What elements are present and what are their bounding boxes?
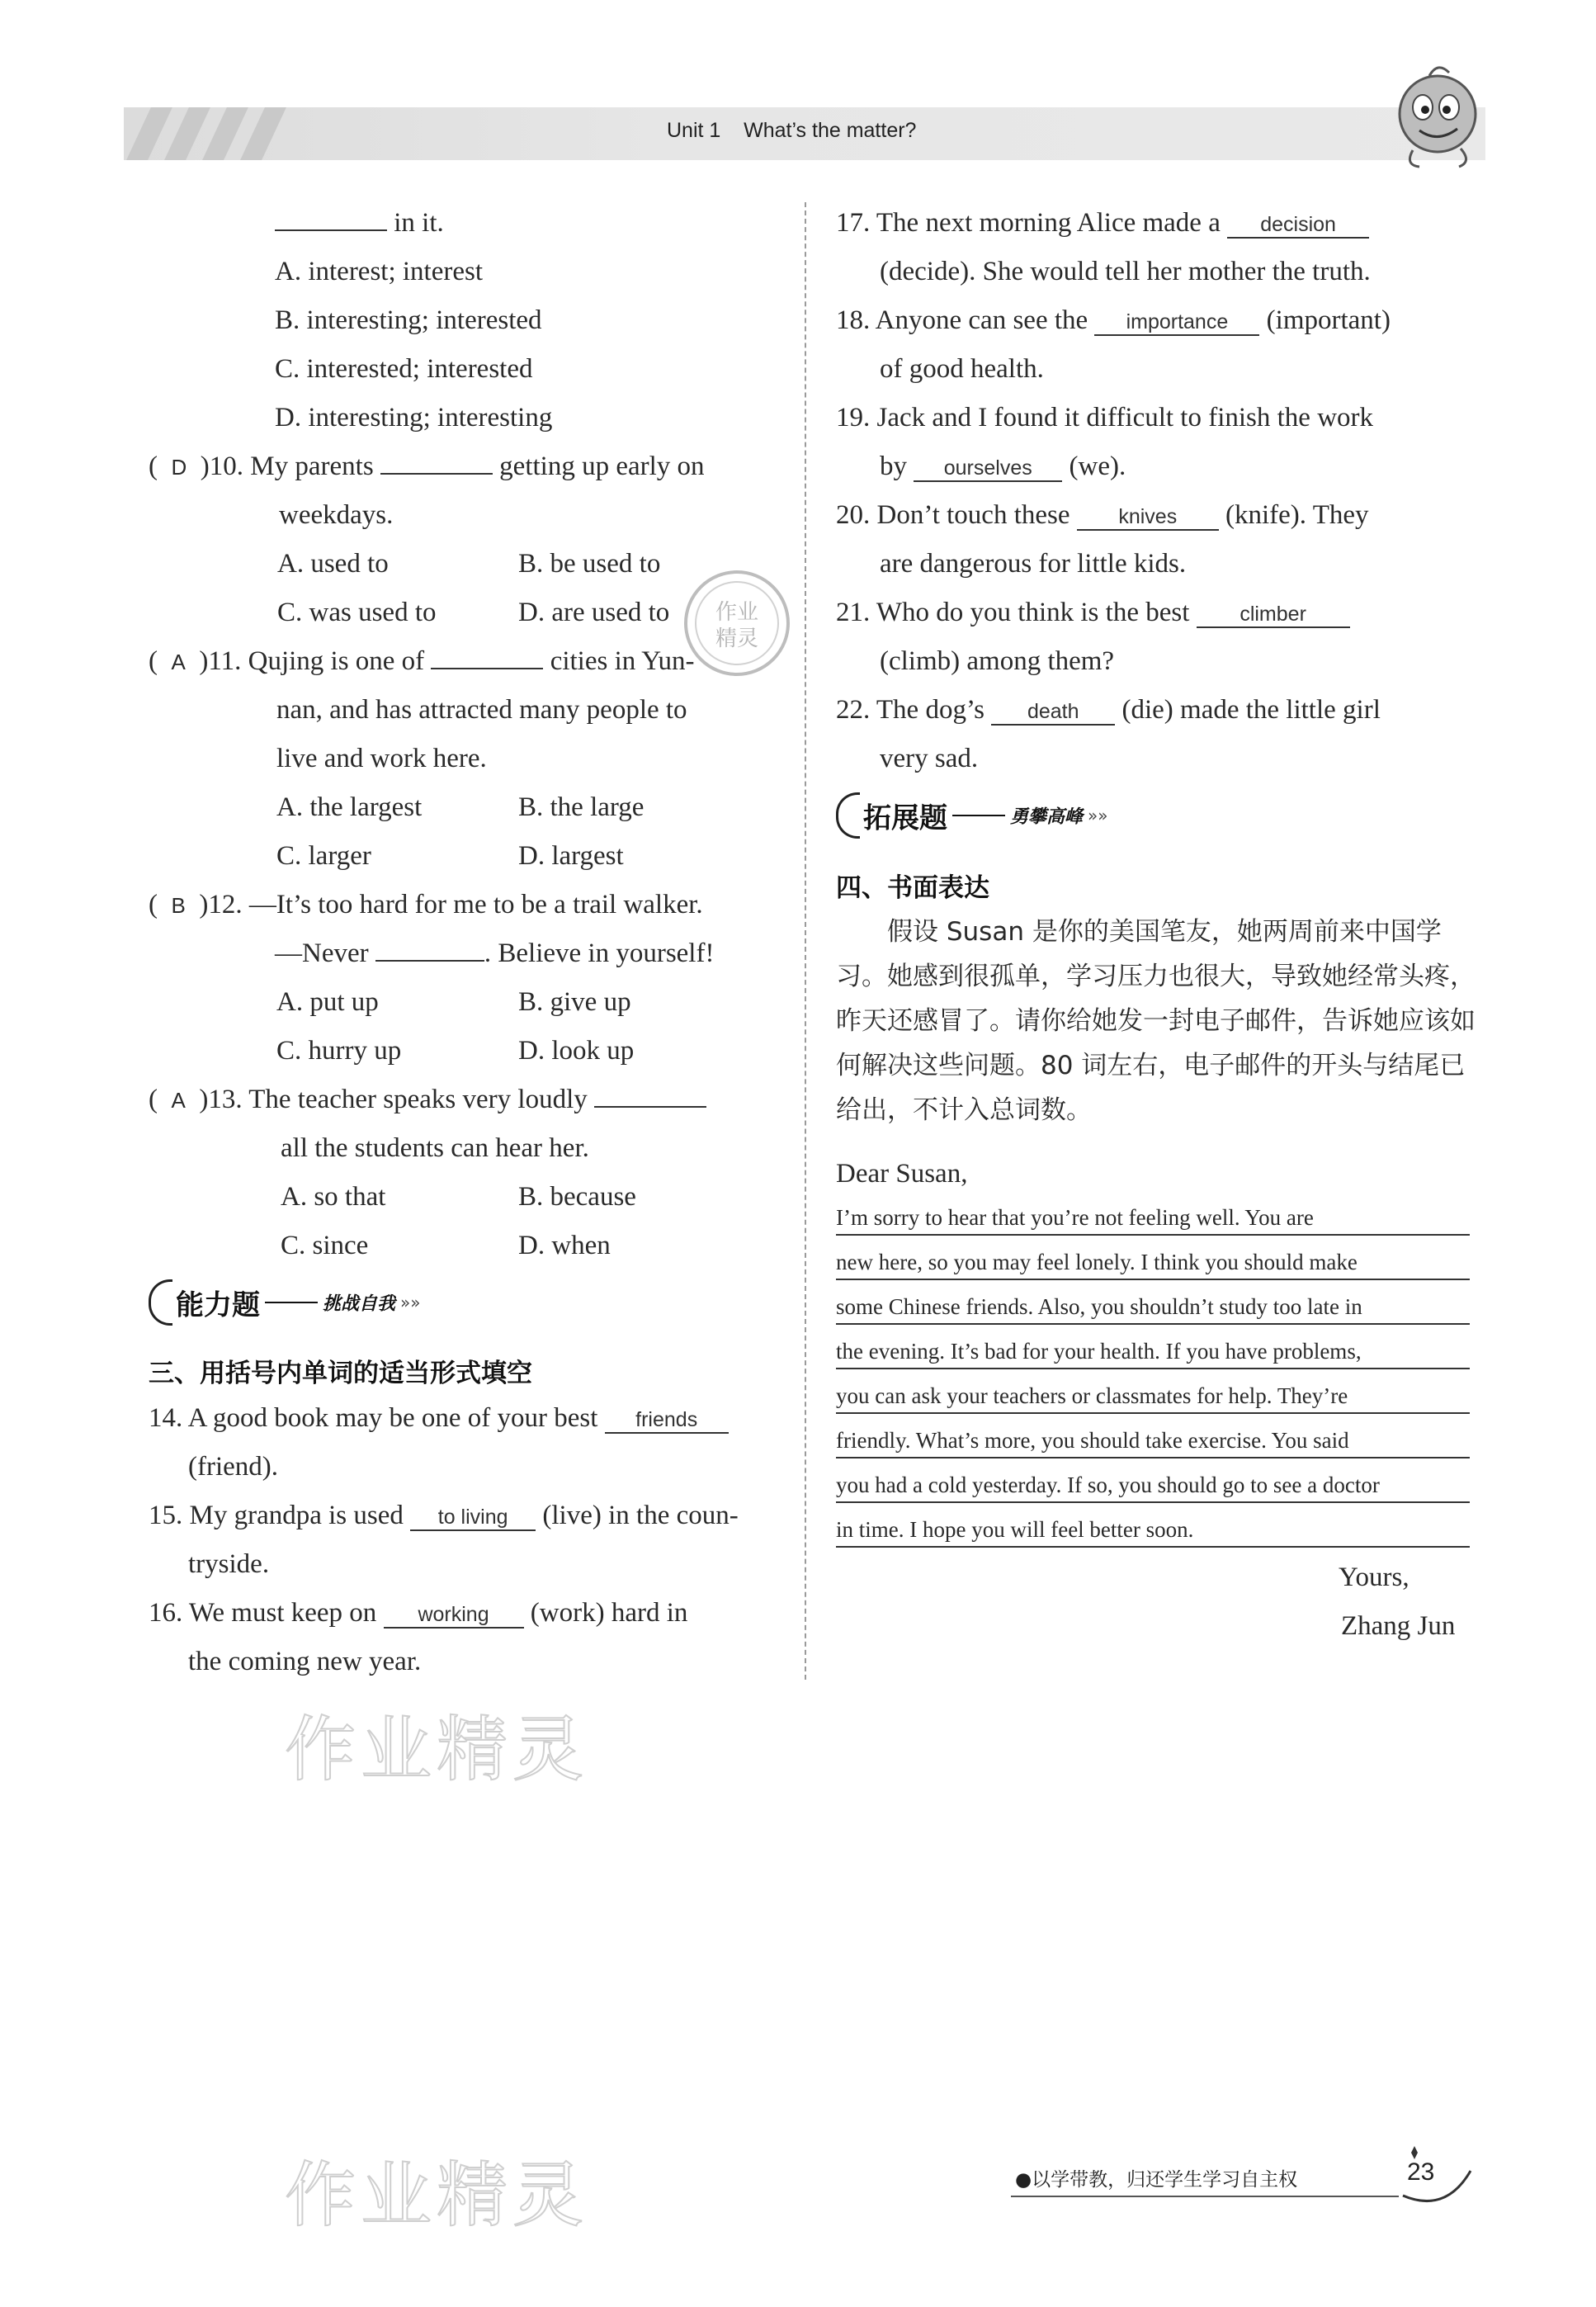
stamp-line1: 作业: [715, 600, 759, 625]
watermark: 作业精灵: [285, 2154, 588, 2237]
q10-cont: weekdays.: [279, 500, 394, 530]
q19-line2: by ourselves (we).: [880, 451, 1126, 481]
q10-option-d: D. are used to: [518, 598, 670, 627]
q10-option-a: A. used to: [277, 549, 389, 579]
q10-option-c: C. was used to: [277, 598, 437, 627]
section4-heading: 四、书面表达: [836, 873, 989, 903]
q18-answer: importance: [1094, 310, 1259, 336]
stamp-logo: [675, 561, 799, 685]
q10-stem: ( D )10. My parents getting up early on: [149, 451, 705, 481]
email-greeting: Dear Susan,: [836, 1159, 968, 1189]
answer-blank: [380, 473, 493, 475]
q22-answer: death: [991, 699, 1115, 726]
q13-option-d: D. when: [518, 1231, 611, 1260]
email-signature: Zhang Jun: [1341, 1611, 1456, 1641]
q17-cont: (decide). She would tell her mother the truth.: [880, 257, 1371, 286]
q9-option-b: B. interesting; interested: [275, 305, 542, 335]
watermark: 作业精灵: [285, 1709, 588, 1791]
chevrons-icon: »»: [1088, 806, 1108, 825]
q13-option-c: C. since: [281, 1231, 369, 1260]
q12-option-b: B. give up: [518, 987, 631, 1017]
q18: 18. Anyone can see the importance (important): [836, 305, 1391, 335]
essay-line: some Chinese friends. Also, you shouldn’t study too late in: [836, 1290, 1470, 1325]
q11-cont1: nan, and has attracted many people to: [276, 695, 687, 725]
section-ability-tag: 能力题 挑战自我 »»: [149, 1279, 421, 1326]
essay-line: you can ask your teachers or classmates for help. They’re: [836, 1379, 1470, 1414]
q21-answer: climber: [1197, 602, 1350, 628]
q19: 19. Jack and I found it difficult to finish the work: [836, 403, 1374, 433]
essay-line: friendly. What’s more, you should take exercise. You said: [836, 1424, 1470, 1458]
q22: 22. The dog’s death (die) made the little girl: [836, 695, 1381, 725]
q21: 21. Who do you think is the best climber: [836, 596, 1350, 629]
q12-option-c: C. hurry up: [276, 1036, 402, 1066]
answer-blank: [594, 1106, 706, 1108]
q11-option-c: C. larger: [276, 841, 371, 871]
q13-cont: all the students can hear her.: [281, 1133, 589, 1163]
q10-answer: D: [171, 455, 187, 480]
q12-option-d: D. look up: [518, 1036, 635, 1066]
essay-line: the evening. It’s bad for your health. If you have problems,: [836, 1335, 1470, 1369]
section3-heading: 三、用括号内单词的适当形式填空: [149, 1359, 532, 1388]
q11-option-d: D. largest: [518, 841, 624, 871]
answer-blank: [375, 960, 484, 962]
q16-cont: the coming new year.: [188, 1647, 422, 1676]
mascot-icon: [1380, 58, 1495, 173]
writing-prompt: 假设 Susan 是你的美国笔友，她两周前来中国学习。她感到很孤单，学习压力也很大，导致她经常头疼，昨天还感冒了。请你给她发一封电子邮件，告诉她应该如何解决这些问题。80 词左右，电子邮件的开头与结尾已给出，不计入总词数。: [836, 917, 1476, 1125]
q19-answer: ourselves: [914, 456, 1062, 482]
q11-cont2: live and work here.: [276, 744, 487, 773]
q16: 16. We must keep on working (work) hard in: [149, 1598, 688, 1628]
q11-option-b: B. the large: [518, 792, 645, 822]
q20-answer: knives: [1077, 504, 1219, 531]
essay-line: I’m sorry to hear that you’re not feeling well. You are: [836, 1201, 1470, 1236]
q13-option-b: B. because: [518, 1182, 636, 1212]
q9-option-a: A. interest; interest: [275, 257, 484, 286]
q15: 15. My grandpa is used to living (live) in the coun-: [149, 1501, 739, 1530]
q20-cont: are dangerous for little kids.: [880, 549, 1187, 579]
q9-option-d: D. interesting; interesting: [275, 403, 553, 433]
page-number: 23: [1407, 2158, 1435, 2186]
q12-answer: B: [171, 893, 186, 918]
unit-title: Unit 1 What’s the matter?: [667, 119, 917, 142]
footer-slogan: ●以学带教，归还学生学习自主权: [1015, 2169, 1298, 2191]
q16-answer: working: [384, 1602, 524, 1629]
essay-line: you had a cold yesterday. If so, you should go to see a doctor: [836, 1468, 1470, 1503]
section-extend-tag: 拓展题 勇攀高峰 »»: [836, 792, 1108, 839]
q20: 20. Don’t touch these knives (knife). They: [836, 500, 1369, 530]
q14: 14. A good book may be one of your best friends: [149, 1402, 729, 1435]
q13-answer: A: [171, 1088, 186, 1113]
column-divider: [805, 202, 806, 1680]
q10-option-b: B. be used to: [518, 549, 661, 579]
q18-cont: of good health.: [880, 354, 1044, 384]
email-closing: Yours,: [1339, 1562, 1409, 1592]
q12-line2: —Never . Believe in yourself!: [275, 938, 715, 968]
footer-rule: [1011, 2196, 1399, 2197]
q15-answer: to living: [410, 1505, 536, 1531]
q13-stem: ( A )13. The teacher speaks very loudly: [149, 1083, 706, 1117]
bracket-icon: [149, 1279, 172, 1326]
q14-answer: friends: [605, 1407, 729, 1434]
q12-stem: ( B )12. —It’s too hard for me to be a trail walker.: [149, 890, 703, 919]
q11-option-a: A. the largest: [276, 792, 423, 822]
q9-tail: in it.: [275, 206, 444, 239]
q11-answer: A: [171, 650, 186, 674]
q9-option-c: C. interested; interested: [275, 354, 533, 384]
stamp-line2: 精灵: [715, 626, 759, 651]
q22-cont: very sad.: [880, 744, 979, 773]
essay-line: in time. I hope you will feel better soon.: [836, 1513, 1470, 1548]
essay-line: new here, so you may feel lonely. I think you should make: [836, 1246, 1470, 1280]
q11-stem: ( A )11. Qujing is one of cities in Yun-: [149, 646, 695, 676]
q17-answer: decision: [1227, 212, 1369, 239]
answer-blank: [275, 229, 387, 231]
chevrons-icon: »»: [400, 1293, 421, 1312]
q12-option-a: A. put up: [276, 987, 379, 1017]
q13-option-a: A. so that: [281, 1182, 386, 1212]
bracket-icon: [836, 792, 860, 839]
q17: 17. The next morning Alice made a decision: [836, 206, 1369, 239]
q21-cont: (climb) among them?: [880, 646, 1115, 676]
answer-blank: [431, 668, 543, 669]
q15-cont: tryside.: [188, 1549, 270, 1579]
q14-cont: (friend).: [188, 1452, 279, 1482]
